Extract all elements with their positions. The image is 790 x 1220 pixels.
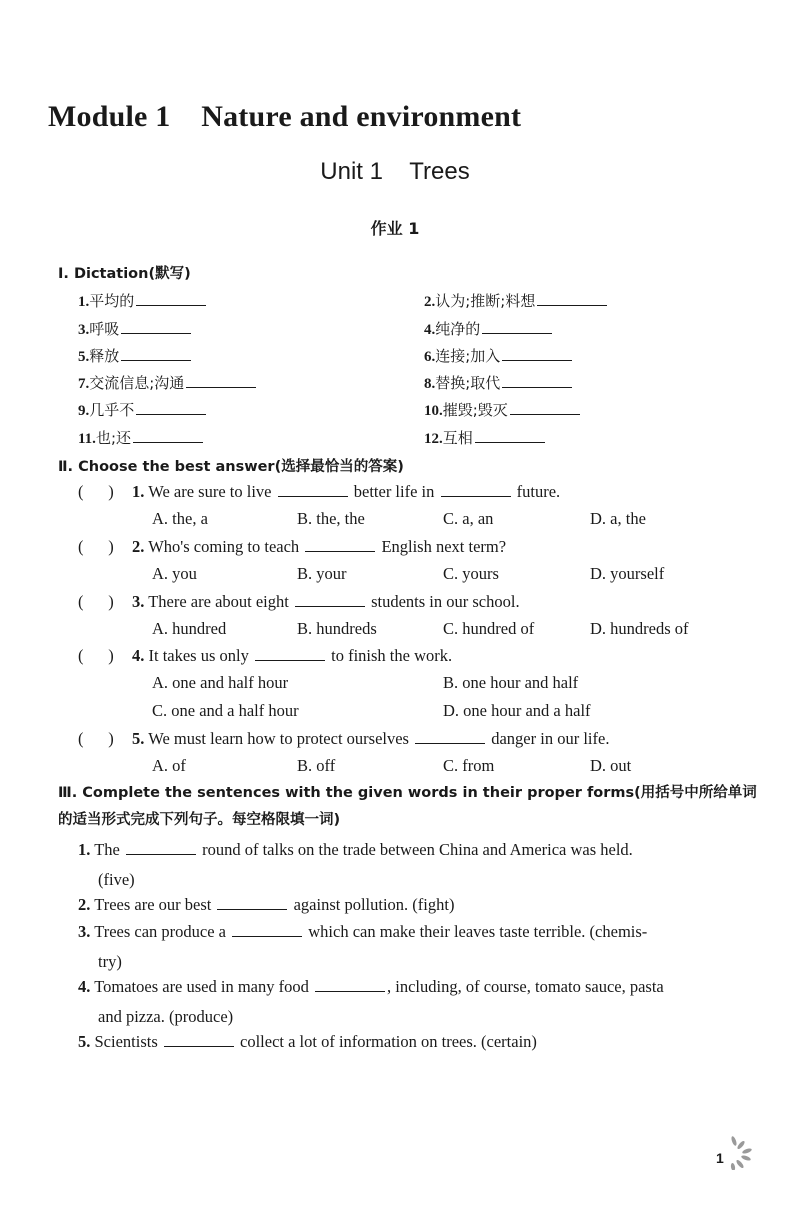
unit-title: Unit 1 Trees [320, 158, 470, 185]
sentence-item: 5. Scientists collect a lot of information on trees. (certain) [78, 1032, 537, 1051]
answer-bracket[interactable]: ( ) [78, 537, 114, 556]
page-number: 1 [716, 1150, 724, 1166]
option-b[interactable]: B. one hour and half [443, 673, 579, 692]
answer-blank[interactable] [502, 347, 572, 361]
dictation-item: 12.互相 [424, 427, 547, 448]
answer-blank[interactable] [502, 374, 572, 388]
answer-blank[interactable] [232, 923, 302, 937]
dictation-item: 1.平均的 [78, 290, 208, 311]
homework-title: 作业 1 [370, 219, 420, 238]
sentence-item: 1. The round of talks on the trade between China and America was held. (five) [78, 840, 633, 889]
dictation-item: 5.释放 [78, 345, 193, 366]
option-d[interactable]: D. a, the [590, 509, 646, 528]
question-row: ( ) 2. Who's coming to teach English next term? [78, 537, 507, 556]
option-b[interactable]: B. the, the [297, 509, 365, 528]
answer-blank[interactable] [295, 593, 365, 607]
answer-blank[interactable] [136, 401, 206, 415]
dictation-item: 6.连接;加入 [424, 345, 574, 366]
option-d[interactable]: D. out [590, 756, 632, 775]
answer-blank[interactable] [121, 347, 191, 361]
option-b[interactable]: B. your [297, 564, 347, 583]
option-d[interactable]: D. hundreds of [590, 619, 689, 638]
option-b[interactable]: B. off [297, 756, 336, 775]
answer-bracket[interactable]: ( ) [78, 646, 114, 665]
option-d[interactable]: D. one hour and a half [443, 701, 591, 720]
sentence-item: 3. Trees can produce a which can make their leaves taste terrible. (chemis- try) [78, 922, 648, 971]
dictation-item: 3.呼吸 [78, 318, 193, 339]
option-c[interactable]: C. hundred of [443, 619, 535, 638]
leaf-ornament-icon [728, 1136, 754, 1170]
question-row: ( ) 3. There are about eight students in our school. [78, 592, 520, 611]
answer-blank[interactable] [121, 320, 191, 334]
option-a[interactable]: A. hundred [152, 619, 227, 638]
option-a[interactable]: A. of [152, 756, 186, 775]
sentence-item: 4. Tomatoes are used in many food , including, of course, tomato sauce, pasta and pizza. (produce) [78, 977, 664, 1026]
answer-blank[interactable] [537, 292, 607, 306]
answer-blank[interactable] [441, 483, 511, 497]
section-dictation-heading: Ⅰ. Dictation(默写) [58, 266, 191, 282]
answer-blank[interactable] [278, 483, 348, 497]
answer-blank[interactable] [136, 292, 206, 306]
answer-blank[interactable] [305, 538, 375, 552]
answer-blank[interactable] [315, 978, 385, 992]
section-complete-heading: Ⅲ. Complete the sentences with the given words in their proper forms(用括号中所给单词的适当形式完成下列句子。每空格限填一词) [58, 785, 757, 828]
dictation-item: 2.认为;推断;料想 [424, 290, 609, 311]
answer-blank[interactable] [475, 429, 545, 443]
question-row: ( ) 4. It takes us only to finish the work. [78, 646, 453, 665]
answer-blank[interactable] [133, 429, 203, 443]
answer-blank[interactable] [126, 841, 196, 855]
question-row: ( ) 1. We are sure to live better life in future. [78, 482, 561, 501]
option-a[interactable]: A. you [152, 564, 197, 583]
question-row: ( ) 5. We must learn how to protect ourselves danger in our life. [78, 729, 610, 748]
answer-blank[interactable] [510, 401, 580, 415]
answer-bracket[interactable]: ( ) [78, 592, 114, 611]
answer-bracket[interactable]: ( ) [78, 729, 114, 748]
option-c[interactable]: C. a, an [443, 509, 494, 528]
dictation-item: 8.替换;取代 [424, 372, 574, 393]
sentence-item: 2. Trees are our best against pollution. (fight) [78, 895, 455, 914]
option-c[interactable]: C. from [443, 756, 495, 775]
dictation-item: 11.也;还 [78, 427, 205, 448]
option-a[interactable]: A. the, a [152, 509, 208, 528]
option-c[interactable]: C. one and a half hour [152, 701, 299, 720]
module-title: Module 1 Nature and environment [48, 100, 522, 133]
dictation-item: 7.交流信息;沟通 [78, 372, 258, 393]
option-a[interactable]: A. one and half hour [152, 673, 289, 692]
answer-blank[interactable] [217, 896, 287, 910]
option-d[interactable]: D. yourself [590, 564, 665, 583]
answer-blank[interactable] [164, 1033, 234, 1047]
answer-blank[interactable] [255, 647, 325, 661]
answer-blank[interactable] [186, 374, 256, 388]
option-b[interactable]: B. hundreds [297, 619, 377, 638]
dictation-item: 10.摧毁;毁灭 [424, 399, 582, 420]
answer-blank[interactable] [482, 320, 552, 334]
dictation-item: 4.纯净的 [424, 318, 554, 339]
section-choose-heading: Ⅱ. Choose the best answer(选择最恰当的答案) [58, 459, 404, 475]
dictation-item: 9.几乎不 [78, 399, 208, 420]
answer-blank[interactable] [415, 730, 485, 744]
option-c[interactable]: C. yours [443, 564, 499, 583]
answer-bracket[interactable]: ( ) [78, 482, 114, 501]
